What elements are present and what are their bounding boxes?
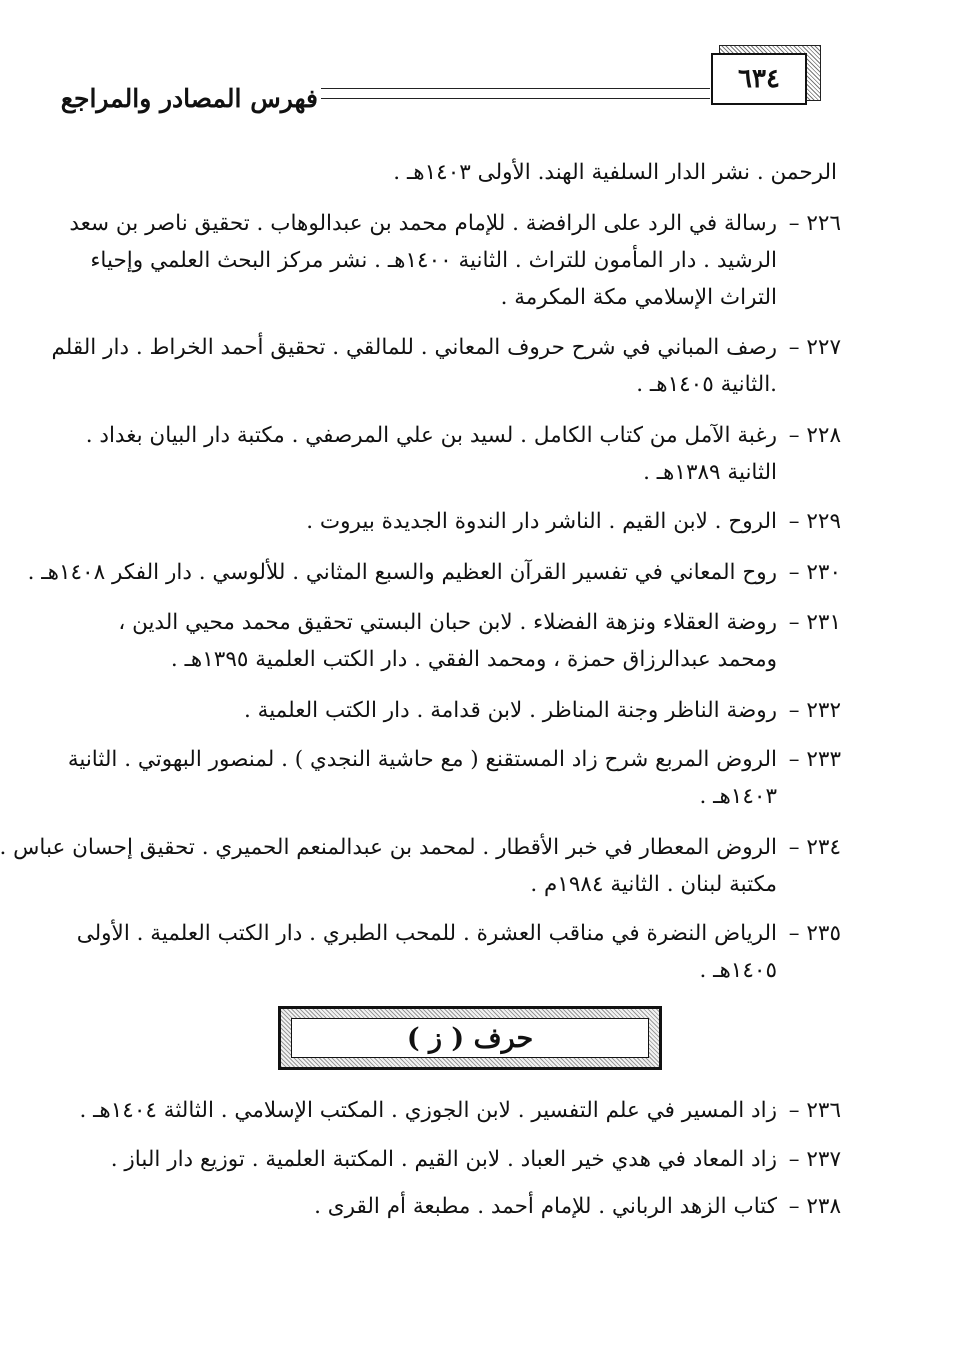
entry-number: ٢٣٣ – [788,747,841,772]
entry-line: ومحمد عبدالرزاق حمزة ، ومحمد الفقي . دار الكتب العلمية ١٣٩٥هـ . [170,647,777,672]
entry-line: زاد المسير في علم التفسير . لابن الجوزي . المكتب الإسلامي . الثالثة ١٤٠٤هـ . [79,1098,777,1123]
entry-line: الروح . لابن القيم . الناشر دار الندوة الجديدة بيروت . [306,509,777,534]
entry-line: رصف المباني في شرح حروف المعاني . للمالقي . تحقيق أحمد الخراط . دار القلم [51,335,777,360]
running-header-title: فهرس المصادر والمراجع [60,84,318,113]
entry-line: كتاب الزهد الرباني . للإمام أحمد . مطبعة أم القرى . [314,1194,777,1219]
entry-number: ٢٣٧ – [788,1147,841,1172]
entry-number: ٢٣٨ – [788,1194,841,1219]
entry-number: ٢٢٦ – [788,211,841,236]
section-heading: حرف ( ز ) [291,1018,649,1058]
entry-line: مكتبة لبنان . الثانية ١٩٨٤م . [530,872,777,897]
entry-line: الروض المربع شرح زاد المستقنع ( مع حاشية النجدي ) . لمنصور البهوتي . الثانية [67,747,777,772]
header-double-rule [321,88,710,99]
entry-line: .الثانية ١٤٠٥هـ . [636,372,777,397]
entry-line: ١٤٠٣هـ . [699,784,777,809]
entry-number: ٢٣٥ – [788,921,841,946]
entry-line: الرشيد . دار المأمون للتراث . الثانية ١٤٠٠هـ . نشر مركز البحث العلمي وإحياء [90,248,777,273]
continuation-line: الرحمن . نشر الدار السلفية الهند. الأولى ١٤٠٣هـ . [393,160,837,185]
entry-line: رسالة في الرد على الرافضة . للإمام محمد بن عبدالوهاب . تحقيق ناصر بن سعد [69,211,777,236]
entry-number: ٢٣٢ – [788,698,841,723]
entry-line: رغبة الآمل من كتاب الكامل . لسيد بن علي المرصفي . مكتبة دار البيان بغداد . [85,423,777,448]
entry-number: ٢٣٦ – [788,1098,841,1123]
entry-line: التراث الإسلامي مكة المكرمة . [500,285,777,310]
entry-line: الثانية ١٣٨٩هـ . [643,460,777,485]
entry-number: ٢٣٤ – [788,835,841,860]
entry-line: ١٤٠٥هـ . [699,958,777,983]
entry-number: ٢٣١ – [788,610,841,635]
entry-number: ٢٢٨ – [788,423,841,448]
entry-line: الروض المعطار في خبر الأقطار . لمحمد بن عبدالمنعم الحميري . تحقيق إحسان عباس . [0,835,777,860]
page-number: ٦٣٤ [711,53,807,105]
entry-line: روح المعاني في تفسير القرآن العظيم والسبع المثاني . للألوسي . دار الفكر ١٤٠٨هـ . [27,560,777,585]
entry-number: ٢٢٩ – [788,509,841,534]
entry-line: روضة الناظر وجنة المناظر . لابن قدامة . دار الكتب العلمية . [244,698,777,723]
entry-line: الرياض النضرة في مناقب العشرة . للمحب الطبري . دار الكتب العلمية . الأولى [76,921,777,946]
entry-line: زاد المعاد في هدي خير العباد . لابن القيم . المكتبة العلمية . توزيع دار الباز . [110,1147,777,1172]
section-heading-box [278,1006,662,1070]
entry-number: ٢٣٠ – [788,560,841,585]
entry-line: روضة العقلاء ونزهة الفضلاء . لابن حبان البستي تحقيق محمد محيي الدين ، [118,610,777,635]
entry-number: ٢٢٧ – [788,335,841,360]
